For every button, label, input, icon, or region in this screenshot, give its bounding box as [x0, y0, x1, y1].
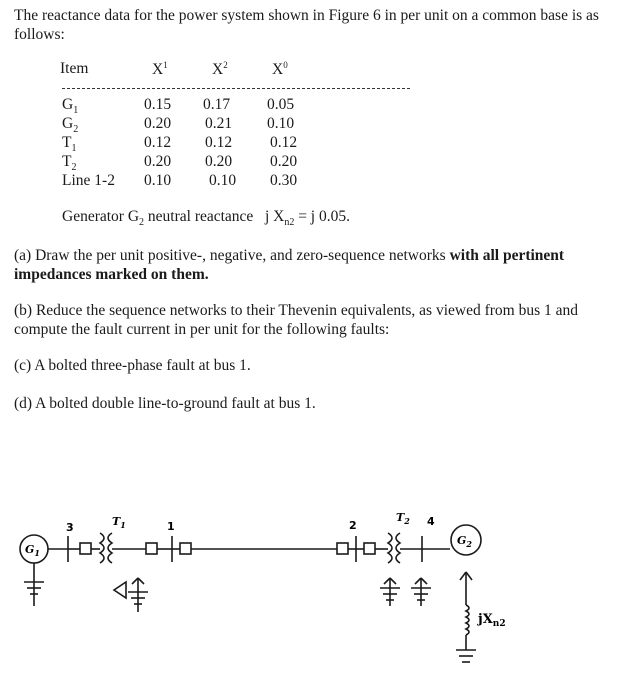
table-cell: 0.10 [144, 172, 172, 189]
table-cell: 0.10 [209, 172, 237, 189]
transformer-t2-symbol [388, 533, 400, 563]
table-row: $G_2$ [62, 115, 79, 136]
table-cell: 0.12 [205, 134, 233, 151]
neutral-reactor-icon [466, 605, 469, 635]
t2-label: $T_2$ [396, 511, 410, 526]
table-cell: 0.20 [270, 153, 298, 170]
bus-4-label: 4 [427, 515, 435, 528]
table-cell: 0.20 [205, 153, 233, 170]
bus-2-label: 2 [349, 519, 357, 532]
g2-label: $G_2$ [457, 534, 472, 549]
ground-icon [411, 578, 431, 606]
table-row: $T_2$ [62, 153, 77, 174]
table-row: $G_1$ [62, 96, 79, 117]
breaker-icon [337, 543, 348, 554]
transformer-t1-symbol [100, 533, 112, 563]
table-cell: 0.10 [267, 115, 295, 132]
ground-icon [24, 563, 44, 606]
table-header-x2: $X^2$ [212, 60, 228, 79]
ground-icon [456, 635, 476, 662]
table-cell: 0.20 [144, 153, 172, 170]
intro-text: The reactance data for the power system shown in Figure 6 in per unit on a common base is as follows: [14, 7, 599, 43]
table-row: $T_1$ [62, 134, 77, 155]
table-header-item: Item [60, 60, 89, 77]
table-cell: 0.12 [144, 134, 172, 151]
ground-icon [380, 578, 400, 606]
table-cell: 0.20 [144, 115, 172, 132]
breaker-icon [364, 543, 375, 554]
g1-label: $G_1$ [25, 543, 40, 558]
part-b-text: (b) Reduce the sequence networks to their Thevenin equivalents, as viewed from bus 1 and compute the fault current in per unit for the following faults: [14, 302, 579, 338]
table-cell: 0.21 [205, 115, 233, 132]
ground-icon [128, 578, 148, 612]
table-row: Line 1-2 [62, 172, 115, 189]
part-c-text: (c) A bolted three-phase fault at bus 1. [14, 357, 251, 374]
table-cell: 0.30 [270, 172, 298, 189]
neutral-reactance-text: Generator $G_2$ neutral reactance j $X_{n2} = j$ 0.05. [62, 208, 350, 229]
table-header-x0: $X^0$ [272, 60, 288, 79]
table-header-x1: $X^1$ [152, 60, 168, 79]
breaker-icon [180, 543, 191, 554]
bus-1-label: 1 [167, 520, 175, 533]
breaker-icon [146, 543, 157, 554]
table-cell: 0.05 [267, 96, 295, 113]
breaker-icon [80, 543, 91, 554]
bus-3-label: 3 [66, 521, 74, 534]
xn2-label: $jX_{n2}$ [478, 612, 506, 629]
table-cell: 0.12 [270, 134, 298, 151]
delta-icon [114, 582, 126, 598]
t1-label: $T_1$ [112, 515, 126, 530]
table-cell: 0.15 [144, 96, 172, 113]
table-cell: 0.17 [203, 96, 231, 113]
part-a-text: (a) Draw the per unit positive-, negative, and zero-sequence networks with all pertinent impedances marked on them. [14, 247, 565, 283]
part-d-text: (d) A bolted double line-to-ground fault at bus 1. [14, 395, 316, 412]
